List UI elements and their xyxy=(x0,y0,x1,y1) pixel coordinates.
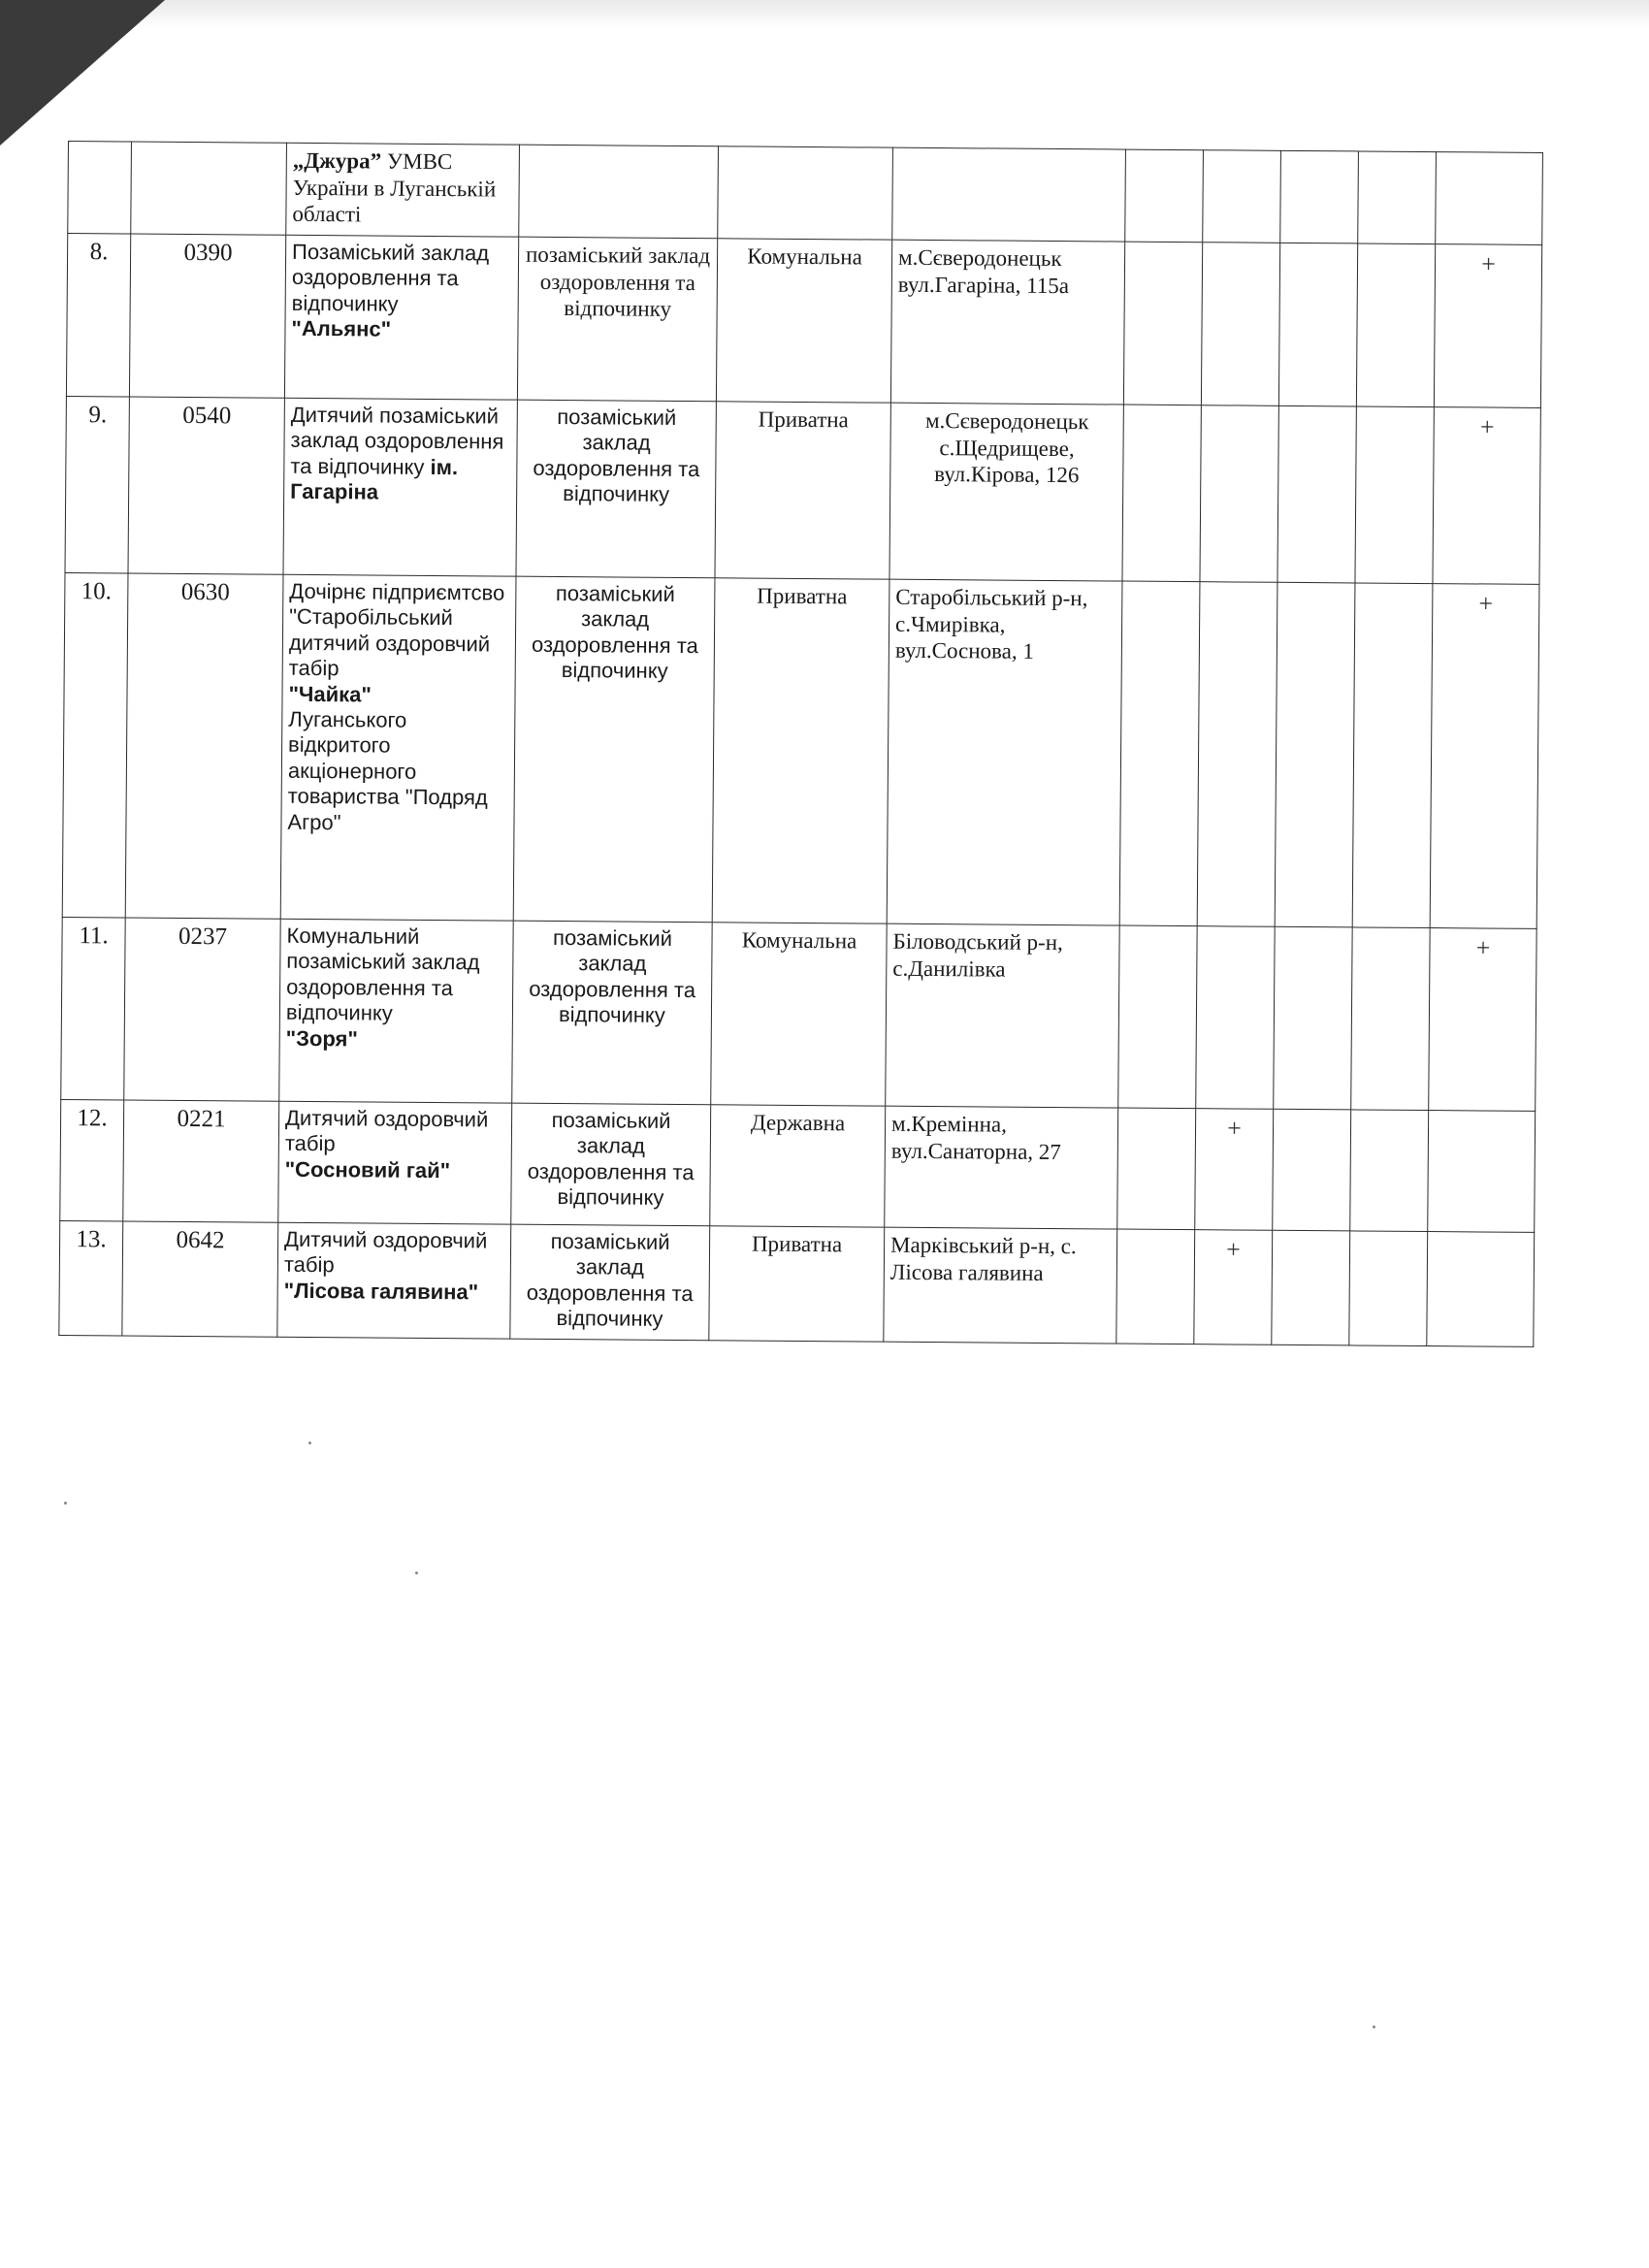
table-row xyxy=(68,142,1543,245)
mark-cell: + xyxy=(1430,584,1539,929)
row-number: 10. xyxy=(62,572,128,917)
scan-speck xyxy=(308,1442,311,1444)
institution-type: позаміський заклад оздоровлення та відпочинку xyxy=(512,921,712,1105)
institution-name-bold: "Лісова галявина" xyxy=(283,1278,479,1305)
mark-cell xyxy=(1436,152,1543,245)
mark-cell xyxy=(1273,1109,1351,1231)
mark-cell xyxy=(1125,149,1204,243)
mark-cell xyxy=(1355,406,1434,584)
scan-shadow xyxy=(0,0,1649,29)
row-number: 9. xyxy=(65,396,129,573)
mark-cell xyxy=(1200,405,1278,583)
mark-cell xyxy=(1278,243,1357,406)
institution-name-before: Комунальний позаміський заклад оздоровлення та відпочинку xyxy=(285,923,480,1025)
row-number: 11. xyxy=(61,917,125,1100)
scan-speck xyxy=(64,1502,67,1505)
institution-name-before: Дитячий оздоровчий табір xyxy=(284,1105,489,1156)
address: Біловодський р-н, с.Данилівка xyxy=(886,923,1119,1108)
mark-cell xyxy=(1275,582,1355,927)
mark-cell: + xyxy=(1195,1109,1274,1231)
row-code: 0630 xyxy=(125,573,283,919)
mark-cell xyxy=(1196,926,1275,1110)
institution-name xyxy=(280,574,516,921)
table-row xyxy=(60,1099,1536,1232)
address: м.Сєверодонецьк с.Щедрищеве, вул.Кірова, 126 xyxy=(889,403,1123,581)
mark-cell: + xyxy=(1433,407,1540,585)
address: м.Кремінна, вул.Санаторна, 27 xyxy=(885,1106,1118,1229)
institution-name-bold: "Чайка" xyxy=(288,681,372,707)
institution-name-before: Дитячий позаміський заклад оздоровлення та відпочинку xyxy=(290,402,504,479)
row-code: 0237 xyxy=(124,918,280,1101)
institution-type: позаміський заклад оздоровлення та відпочинку xyxy=(516,400,716,578)
row-code: 0540 xyxy=(128,397,284,574)
institution-type: позаміський заклад оздоровлення та відпочинку xyxy=(510,1224,710,1341)
address: м.Сєверодонецьк вул.Гагаріна, 115а xyxy=(890,240,1124,405)
table-row xyxy=(59,1220,1535,1346)
row-number: 13. xyxy=(59,1220,123,1336)
mark-cell: + xyxy=(1194,1230,1273,1345)
mark-cell xyxy=(1427,1232,1535,1347)
institution-name-after: УМВС України в Луганській області xyxy=(292,148,497,227)
mark-cell xyxy=(1203,150,1281,243)
mark-cell xyxy=(1122,405,1201,582)
institution-name-bold: "Зоря" xyxy=(285,1025,358,1051)
institution-name xyxy=(279,919,513,1103)
institution-name xyxy=(286,143,520,237)
institution-name-after: Луганського відкритого акціонерного товариства "Подряд Агро" xyxy=(287,706,488,834)
mark-cell xyxy=(1119,581,1200,926)
institution-name xyxy=(278,1101,512,1224)
mark-cell xyxy=(1116,1229,1195,1345)
camps-table xyxy=(58,141,1543,1347)
mark-cell xyxy=(1274,926,1352,1110)
ownership: Приватна xyxy=(712,578,889,923)
mark-cell: + xyxy=(1434,244,1541,408)
row-code: 0390 xyxy=(129,234,285,398)
institution-name xyxy=(277,1222,511,1339)
institution-name-bold: "Альянс" xyxy=(291,315,392,341)
ownership: Державна xyxy=(710,1105,886,1227)
row-code: 0221 xyxy=(123,1100,279,1222)
mark-cell xyxy=(1118,925,1197,1109)
row-code: 0642 xyxy=(122,1221,278,1337)
mark-cell: + xyxy=(1429,928,1536,1112)
table-row xyxy=(62,572,1539,928)
address xyxy=(892,147,1126,242)
mark-cell xyxy=(1201,243,1279,406)
institution-name-bold: ім. Гагаріна xyxy=(290,454,459,504)
mark-cell xyxy=(1197,582,1277,927)
mark-cell xyxy=(1356,243,1435,407)
institution-type: позаміський заклад оздоровлення та відпочинку xyxy=(511,1103,711,1226)
institution-name-before: Дочірнє підприємтсво "Старобільський дитячий оздоровчий табір xyxy=(288,578,505,681)
mark-cell xyxy=(1277,405,1356,583)
address: Марківський р-н, с. Лісова галявина xyxy=(884,1227,1117,1344)
institution-name xyxy=(284,235,518,400)
mark-cell xyxy=(1428,1111,1536,1233)
ownership xyxy=(718,146,893,240)
mark-cell xyxy=(1280,150,1359,243)
mark-cell xyxy=(1123,242,1202,405)
institution-name-bold: "Сосновий гай" xyxy=(284,1156,451,1183)
ownership: Приватна xyxy=(715,402,890,579)
ownership: Комунальна xyxy=(711,923,887,1106)
institution-name xyxy=(283,398,517,576)
ownership: Комунальна xyxy=(716,239,891,403)
institution-name-before: Позаміський заклад оздоровлення та відпочинку xyxy=(291,239,490,316)
torn-corner xyxy=(0,0,165,146)
table-row xyxy=(61,917,1536,1111)
ownership: Приватна xyxy=(709,1226,885,1342)
table-row xyxy=(66,234,1541,408)
table-row xyxy=(65,396,1540,584)
mark-cell xyxy=(1349,1231,1428,1346)
institution-name-bold: „Джура” xyxy=(292,147,382,174)
institution-type xyxy=(519,145,719,239)
institution-name-before: Дитячий оздоровчий табір xyxy=(283,1226,488,1278)
row-number xyxy=(68,142,132,235)
mark-cell xyxy=(1358,151,1437,244)
row-code xyxy=(131,142,287,235)
mark-cell xyxy=(1117,1108,1196,1230)
mark-cell xyxy=(1350,1110,1429,1232)
row-number: 8. xyxy=(66,234,130,398)
institution-type: позаміський заклад оздоровлення та відпочинку xyxy=(513,576,715,923)
mark-cell xyxy=(1351,927,1430,1111)
address: Старобільський р-н, с.Чмирівка, вул.Соснова, 1 xyxy=(887,579,1122,925)
mark-cell xyxy=(1352,583,1433,928)
scan-speck xyxy=(1373,2025,1375,2028)
row-number: 12. xyxy=(60,1099,124,1221)
scan-speck xyxy=(415,1571,418,1574)
mark-cell xyxy=(1272,1230,1350,1345)
institution-type: позаміський заклад оздоровлення та відпочинку xyxy=(517,237,717,402)
